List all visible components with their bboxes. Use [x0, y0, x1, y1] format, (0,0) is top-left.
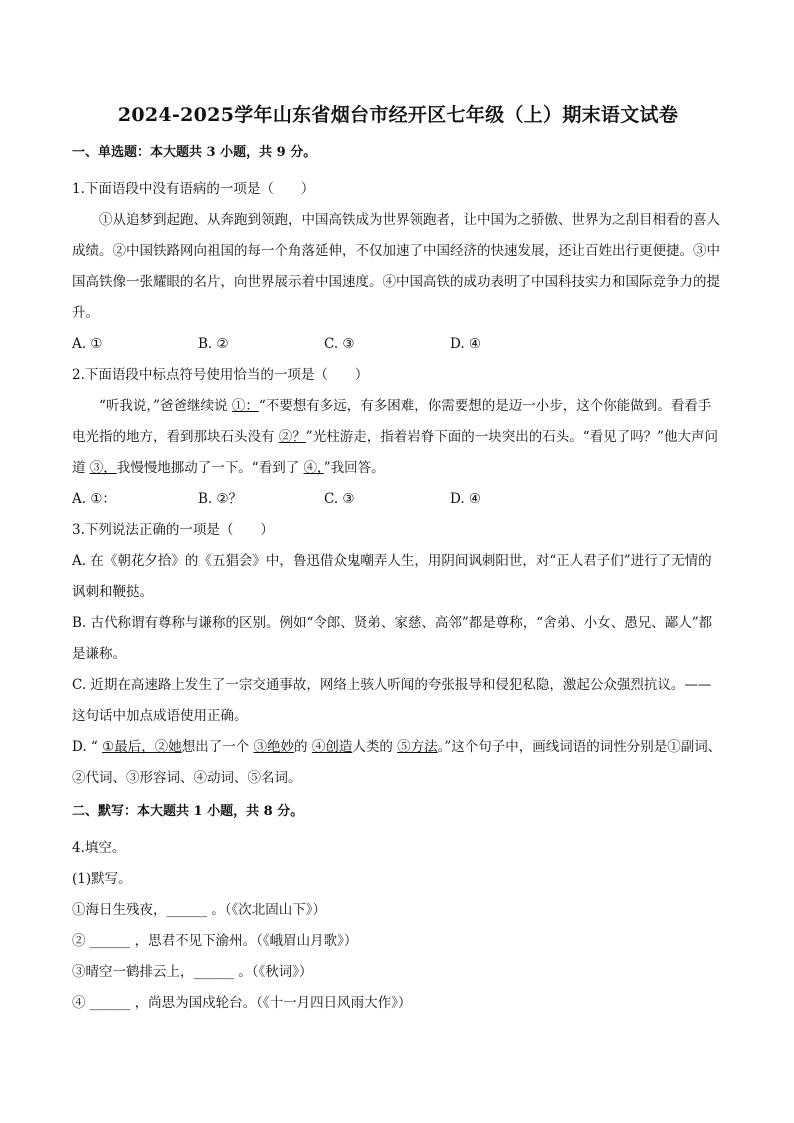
question-1-options	[72, 329, 724, 360]
question-1-passage: ①从追梦到起跑、从奔跑到领跑，中国高铁成为世界领跑者，让中国为之骄傲、世界为之刮目相看的喜人成绩。②中国铁路网向祖国的每一个角落延伸，不仅加速了中国经济的快速发展，还让百姓出行更便捷。③中国高铁像一张耀眼的名片，向世界展示着中国速度。④中国高铁的成功表明了中国科技实力和国际竞争力的提升。	[72, 212, 720, 321]
question-4	[72, 833, 724, 1019]
marked-punct-2: ②？	[278, 429, 306, 445]
question-4-stem: 4.填空。	[72, 840, 126, 856]
marked-word-3: ③绝妙	[253, 739, 295, 755]
question-2-options	[72, 484, 724, 515]
marked-word-5: ⑤方法	[397, 739, 438, 755]
fill-line-1[interactable]: ①海日生残夜，______ 。（《次北固山下》）	[72, 902, 327, 918]
marked-punct-1: ①：	[231, 398, 259, 414]
option-text: D. “	[72, 739, 103, 755]
fill-line-4[interactable]: ④ ______ ，尚思为国戍轮台。（《十一月四日风雨大作》）	[72, 995, 412, 1011]
question-3	[72, 515, 724, 794]
marked-word-1: ①最后，	[102, 739, 155, 755]
marked-word-4: ④创造	[311, 739, 353, 755]
page-title: 2024-2025学年山东省烟台市经开区七年级（上）期末语文试卷	[117, 104, 679, 126]
option-text: 人类的	[352, 739, 398, 755]
section-1-heading: 一、单选题：本大题共 3 小题，共 9 分。	[72, 145, 317, 160]
option-c[interactable]: C. ③	[324, 336, 355, 352]
marked-punct-4: ④，	[303, 460, 324, 476]
option-a[interactable]: A. ①：	[72, 491, 116, 507]
option-c[interactable]: C. 近期在高速路上发生了一宗交通事故，网络上骇人听闻的夸张报导和侵犯私隐，激起公众强烈抗议。——这句话中加点成语使用正确。	[72, 677, 712, 724]
fill-line-3[interactable]: ③晴空一鹤排云上，______ 。（《秋词》）	[72, 964, 313, 980]
passage-text: “不要想有多远，有多困难，你需要想的是迈一小步，这个你能做到。看看手电光指的地方，看到那块石头没有	[72, 398, 712, 445]
option-b[interactable]: B. ②	[198, 336, 229, 352]
option-a[interactable]: A. ①	[72, 336, 103, 352]
option-b[interactable]: B. 古代称谓有尊称与谦称的区别。例如“令郎、贤弟、家慈、高邻”都是尊称，“舍弟、小女、愚兄、鄙人”都是谦称。	[72, 615, 713, 662]
question-1	[72, 174, 724, 360]
passage-text: “听我说，”爸爸继续说	[99, 398, 232, 414]
option-c[interactable]: C. ③	[324, 491, 355, 507]
option-text: 的	[294, 739, 312, 755]
question-2	[72, 360, 724, 515]
exam-page	[72, 100, 724, 1019]
option-d[interactable]: D. ④	[450, 336, 482, 352]
option-text: 想出了一个	[181, 739, 254, 755]
question-4-sub: (1)默写。	[72, 871, 132, 887]
option-b[interactable]: B. ②？	[198, 491, 243, 507]
option-d[interactable]: D. ④	[450, 491, 482, 507]
question-2-stem: 2.下面语段中标点符号使用恰当的一项是（ ）	[72, 367, 369, 383]
option-d[interactable]	[72, 732, 724, 794]
option-text: 。”这个句子中，画线词语的词性分别是①副词、②代词、③形容词、④动词、⑤名词。	[72, 739, 722, 786]
question-2-passage	[72, 391, 724, 484]
passage-text: 我慢慢地挪动了一下。“看到了	[116, 460, 304, 476]
question-1-stem: 1.下面语段中没有语病的一项是（ ）	[72, 181, 315, 197]
passage-text: ”我回答。	[323, 460, 385, 476]
marked-punct-3: ③，	[89, 460, 117, 476]
option-a[interactable]: A. 在《朝花夕拾》的《五猖会》中，鲁迅借众鬼嘲弄人生，用阴间讽刺阳世，对“正人君子们”进行了无情的讽刺和鞭挞。	[72, 553, 712, 600]
section-2-heading: 二、默写：本大题共 1 小题，共 8 分。	[72, 804, 304, 819]
question-3-stem: 3.下列说法正确的一项是（ ）	[72, 522, 274, 538]
passage-text: ”光柱游走，指着岩脊下面的一块突出的石头。“看见了吗？”他大声问道	[72, 429, 719, 476]
marked-word-2: ②她	[154, 739, 182, 755]
fill-line-2[interactable]: ② ______ ，思君不见下渝州。（《峨眉山月歌》）	[72, 933, 358, 949]
